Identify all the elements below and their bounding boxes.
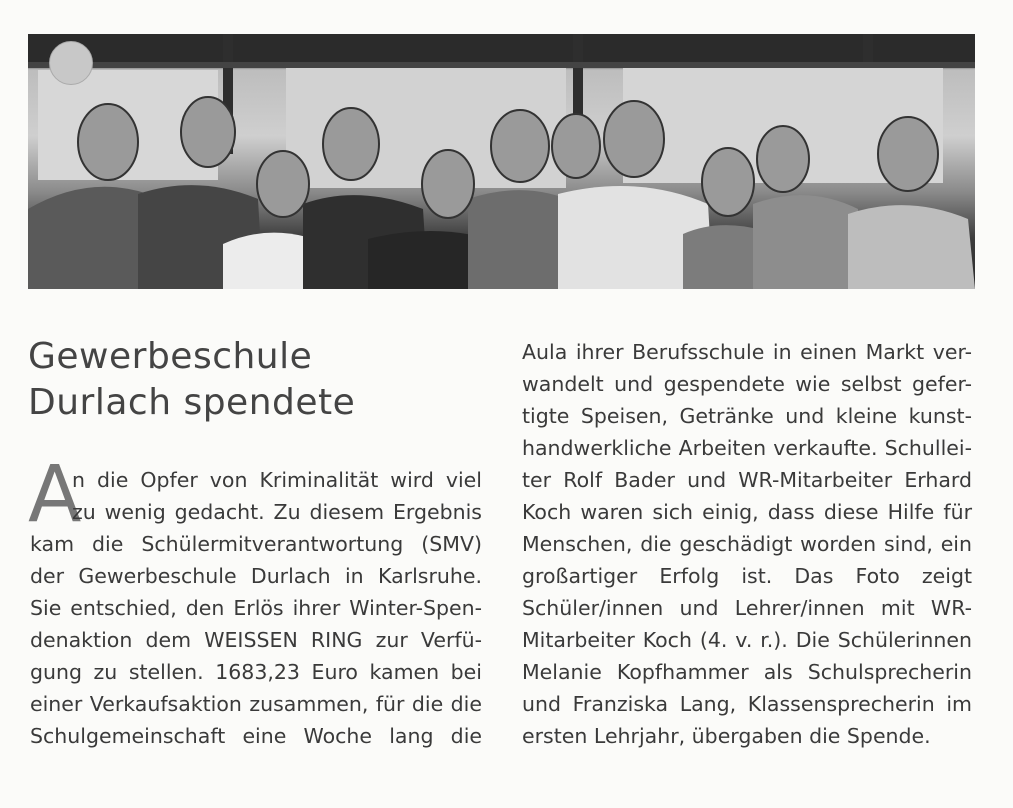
article-column-right	[522, 336, 972, 752]
drop-cap: A	[28, 450, 82, 540]
text-line: Mitarbeiter Koch (4. v. r.). Die Schülerinnen	[522, 628, 972, 652]
text-line: kam die Schülermitverantwortung (SMV)	[30, 532, 482, 556]
text-line: ersten Lehrjahr, übergaben die Spende.	[522, 724, 931, 748]
group-photo-illustration	[28, 34, 975, 289]
text-line: denaktion dem WEISSEN RING zur Verfü-	[30, 628, 482, 652]
text-line: einer Verkaufsaktion zusammen, für die die	[30, 692, 482, 716]
text-line: n die Opfer von Kriminalität wird viel	[72, 468, 482, 492]
text-line: tigte Speisen, Getränke und kleine kunst-	[522, 404, 972, 428]
text-line: Koch waren sich einig, dass diese Hilfe für	[522, 500, 972, 524]
text-line: und Franziska Lang, Klassensprecherin im	[522, 692, 972, 716]
scan-punch-hole	[49, 41, 93, 85]
text-line: Aula ihrer Berufsschule in einen Markt ver-	[522, 340, 972, 364]
article-column-left	[28, 450, 482, 752]
group-photo	[28, 34, 975, 289]
text-line: handwerkliche Arbeiten verkaufte. Schullei-	[522, 436, 972, 460]
article-headline	[28, 334, 488, 426]
text-line: Schulgemeinschaft eine Woche lang die	[30, 724, 482, 748]
text-line: wandelt und gespendete wie selbst gefer-	[522, 372, 972, 396]
text-line: ter Rolf Bader und WR-Mitarbeiter Erhard	[522, 468, 972, 492]
text-line: der Gewerbeschule Durlach in Karlsruhe.	[30, 564, 482, 588]
text-line: gung zu stellen. 1683,23 Euro kamen bei	[30, 660, 482, 684]
text-line: Schüler/innen und Lehrer/innen mit WR-	[522, 596, 972, 620]
text-line: Menschen, die geschädigt worden sind, ein	[522, 532, 972, 556]
headline-line-2: Durlach spendete	[28, 382, 356, 423]
text-line: Melanie Kopfhammer als Schulsprecherin	[522, 660, 972, 684]
text-line: großartiger Erfolg ist. Das Foto zeigt	[522, 564, 972, 588]
text-line: zu wenig gedacht. Zu diesem Ergebnis	[72, 500, 482, 524]
text-line: Sie entschied, den Erlös ihrer Winter-Spen-	[30, 596, 482, 620]
headline-line-1: Gewerbeschule	[28, 336, 313, 377]
